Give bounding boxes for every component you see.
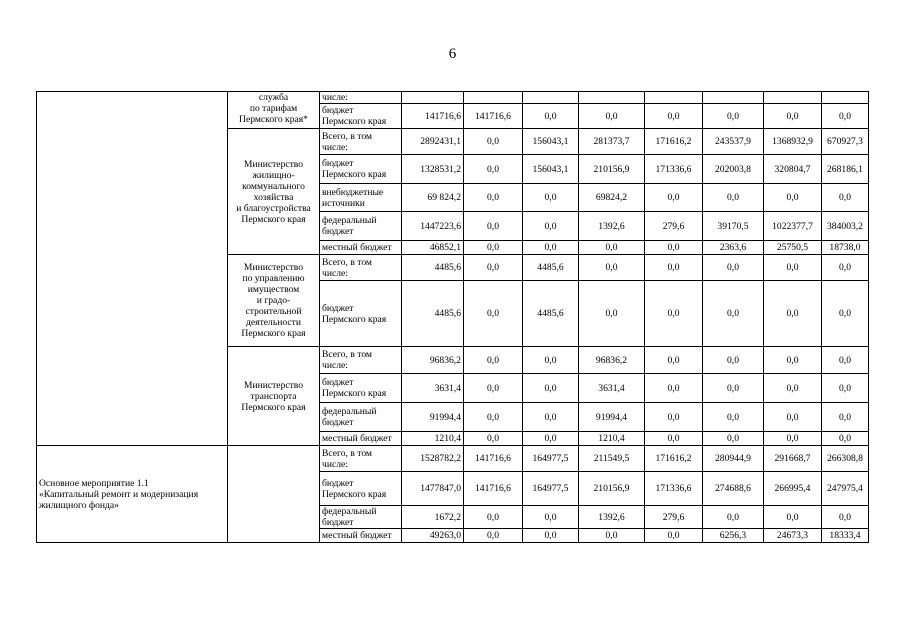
- amount-cell: 202003,8: [703, 155, 764, 184]
- amount-cell: 0,0: [464, 506, 523, 529]
- amount-cell: 0,0: [645, 241, 703, 255]
- amount-cell: 1392,6: [579, 212, 645, 241]
- amount-cell: [645, 92, 703, 104]
- amount-cell: 384003,2: [822, 212, 869, 241]
- amount-cell: 0,0: [464, 255, 523, 281]
- amount-cell: 210156,9: [579, 155, 645, 184]
- amount-cell: 0,0: [822, 255, 869, 281]
- amount-cell: 279,6: [645, 506, 703, 529]
- amount-cell: 210156,9: [579, 472, 645, 506]
- amount-cell: 4485,6: [402, 255, 464, 281]
- funding-source-cell: бюджет Пермского края: [320, 472, 402, 506]
- amount-cell: 1477847,0: [402, 472, 464, 506]
- amount-cell: [822, 92, 869, 104]
- amount-cell: 291668,7: [764, 446, 822, 472]
- funding-source-cell: бюджет Пермского края: [320, 374, 402, 403]
- amount-cell: [703, 92, 764, 104]
- amount-cell: 1210,4: [579, 432, 645, 446]
- amount-cell: 0,0: [523, 104, 579, 129]
- amount-cell: 0,0: [703, 506, 764, 529]
- amount-cell: 156043,1: [523, 129, 579, 155]
- amount-cell: 266308,8: [822, 446, 869, 472]
- funding-source-cell: местный бюджет: [320, 241, 402, 255]
- amount-cell: 0,0: [523, 403, 579, 432]
- amount-cell: 141716,6: [402, 104, 464, 129]
- amount-cell: [579, 92, 645, 104]
- amount-cell: 0,0: [703, 347, 764, 374]
- amount-cell: [464, 92, 523, 104]
- amount-cell: 171336,6: [645, 472, 703, 506]
- amount-cell: 0,0: [523, 432, 579, 446]
- amount-cell: 1528782,2: [402, 446, 464, 472]
- funding-source-cell: Всего, в том числе:: [320, 347, 402, 374]
- funding-source-cell: бюджет Пермского края: [320, 104, 402, 129]
- amount-cell: 4485,6: [523, 281, 579, 347]
- funding-source-cell: внебюджетные источники: [320, 184, 402, 212]
- amount-cell: 0,0: [523, 374, 579, 403]
- amount-cell: 0,0: [822, 506, 869, 529]
- funding-source-cell: бюджет Пермского края: [320, 155, 402, 184]
- amount-cell: 268186,1: [822, 155, 869, 184]
- amount-cell: 0,0: [464, 403, 523, 432]
- funding-source-cell: местный бюджет: [320, 529, 402, 543]
- amount-cell: 0,0: [579, 241, 645, 255]
- amount-cell: 0,0: [464, 155, 523, 184]
- amount-cell: 0,0: [703, 432, 764, 446]
- amount-cell: 0,0: [764, 255, 822, 281]
- amount-cell: 0,0: [579, 529, 645, 543]
- amount-cell: 0,0: [645, 281, 703, 347]
- amount-cell: 0,0: [822, 184, 869, 212]
- table-row: [37, 446, 869, 472]
- amount-cell: 0,0: [645, 347, 703, 374]
- amount-cell: 171616,2: [645, 446, 703, 472]
- amount-cell: 0,0: [703, 403, 764, 432]
- amount-cell: 91994,4: [402, 403, 464, 432]
- amount-cell: 0,0: [523, 506, 579, 529]
- amount-cell: 25750,5: [764, 241, 822, 255]
- amount-cell: 39170,5: [703, 212, 764, 241]
- amount-cell: 141716,6: [464, 104, 523, 129]
- amount-cell: 141716,6: [464, 446, 523, 472]
- funding-source-cell: местный бюджет: [320, 432, 402, 446]
- amount-cell: 0,0: [764, 403, 822, 432]
- amount-cell: 18738,0: [822, 241, 869, 255]
- amount-cell: 2892431,1: [402, 129, 464, 155]
- amount-cell: 0,0: [645, 104, 703, 129]
- funding-source-cell: Всего, в том числе:: [320, 446, 402, 472]
- amount-cell: 141716,6: [464, 472, 523, 506]
- amount-cell: 0,0: [523, 529, 579, 543]
- amount-cell: 0,0: [464, 529, 523, 543]
- amount-cell: 0,0: [703, 281, 764, 347]
- amount-cell: 0,0: [464, 374, 523, 403]
- amount-cell: 4485,6: [402, 281, 464, 347]
- amount-cell: 266995,4: [764, 472, 822, 506]
- amount-cell: 0,0: [579, 255, 645, 281]
- amount-cell: 164977,5: [523, 472, 579, 506]
- amount-cell: 1672,2: [402, 506, 464, 529]
- amount-cell: 96836,2: [402, 347, 464, 374]
- amount-cell: 0,0: [464, 281, 523, 347]
- executor-cell: служба по тарифам Пермского края*: [228, 92, 320, 129]
- amount-cell: 0,0: [645, 184, 703, 212]
- amount-cell: 0,0: [579, 281, 645, 347]
- amount-cell: 0,0: [822, 104, 869, 129]
- funding-source-cell: федеральный бюджет: [320, 403, 402, 432]
- amount-cell: 0,0: [523, 184, 579, 212]
- amount-cell: 0,0: [822, 403, 869, 432]
- amount-cell: 211549,5: [579, 446, 645, 472]
- amount-cell: 0,0: [645, 403, 703, 432]
- amount-cell: 0,0: [822, 374, 869, 403]
- amount-cell: 0,0: [703, 255, 764, 281]
- amount-cell: 0,0: [645, 374, 703, 403]
- amount-cell: 279,6: [645, 212, 703, 241]
- amount-cell: 164977,5: [523, 446, 579, 472]
- amount-cell: 0,0: [645, 529, 703, 543]
- amount-cell: 1210,4: [402, 432, 464, 446]
- page-number: 6: [448, 46, 457, 62]
- measure-cell: Основное мероприятие 1.1 «Капитальный ремонт и модернизация жилищного фонда»: [37, 446, 228, 543]
- amount-cell: 247975,4: [822, 472, 869, 506]
- amount-cell: 274688,6: [703, 472, 764, 506]
- amount-cell: 1392,6: [579, 506, 645, 529]
- amount-cell: 91994,4: [579, 403, 645, 432]
- funding-source-cell: Всего, в том числе:: [320, 255, 402, 281]
- amount-cell: 1368932,9: [764, 129, 822, 155]
- amount-cell: 0,0: [523, 347, 579, 374]
- amount-cell: 320804,7: [764, 155, 822, 184]
- funding-source-cell: федеральный бюджет: [320, 506, 402, 529]
- amount-cell: 0,0: [645, 255, 703, 281]
- amount-cell: 0,0: [579, 104, 645, 129]
- amount-cell: 1328531,2: [402, 155, 464, 184]
- amount-cell: 2363,6: [703, 241, 764, 255]
- amount-cell: 0,0: [464, 212, 523, 241]
- amount-cell: 69824,2: [579, 184, 645, 212]
- executor-cell: Министерство транспорта Пермского края: [228, 347, 320, 446]
- amount-cell: 24673,3: [764, 529, 822, 543]
- amount-cell: 0,0: [822, 281, 869, 347]
- amount-cell: 171336,6: [645, 155, 703, 184]
- executor-cell: Министерство по управлению имуществом и градо- строительной деятельности Пермского края: [228, 255, 320, 347]
- amount-cell: 0,0: [464, 241, 523, 255]
- amount-cell: 0,0: [523, 241, 579, 255]
- amount-cell: 0,0: [764, 184, 822, 212]
- funding-source-cell: федеральный бюджет: [320, 212, 402, 241]
- amount-cell: 281373,7: [579, 129, 645, 155]
- amount-cell: 1022377,7: [764, 212, 822, 241]
- amount-cell: 0,0: [523, 212, 579, 241]
- amount-cell: 46852,1: [402, 241, 464, 255]
- amount-cell: 4485,6: [523, 255, 579, 281]
- amount-cell: 0,0: [703, 184, 764, 212]
- amount-cell: 0,0: [464, 432, 523, 446]
- funding-source-cell: бюджет Пермского края: [320, 281, 402, 347]
- amount-cell: 0,0: [764, 347, 822, 374]
- amount-cell: [764, 92, 822, 104]
- amount-cell: 0,0: [464, 184, 523, 212]
- funding-source-cell: числе:: [320, 92, 402, 104]
- amount-cell: 0,0: [822, 347, 869, 374]
- amount-cell: 171616,2: [645, 129, 703, 155]
- amount-cell: 69 824,2: [402, 184, 464, 212]
- amount-cell: 18333,4: [822, 529, 869, 543]
- amount-cell: 3631,4: [579, 374, 645, 403]
- amount-cell: 0,0: [703, 104, 764, 129]
- budget-table: [36, 91, 869, 543]
- amount-cell: 96836,2: [579, 347, 645, 374]
- amount-cell: 0,0: [822, 432, 869, 446]
- amount-cell: 0,0: [764, 506, 822, 529]
- executor-cell: Министерство жилищно- коммунального хозяйства и благоустройства Пермского края: [228, 129, 320, 255]
- amount-cell: 0,0: [464, 129, 523, 155]
- amount-cell: 0,0: [764, 104, 822, 129]
- amount-cell: 0,0: [764, 374, 822, 403]
- funding-source-cell: Всего, в том числе:: [320, 129, 402, 155]
- amount-cell: 670927,3: [822, 129, 869, 155]
- amount-cell: 280944,9: [703, 446, 764, 472]
- amount-cell: 0,0: [645, 432, 703, 446]
- amount-cell: 49263,0: [402, 529, 464, 543]
- amount-cell: 243537,9: [703, 129, 764, 155]
- amount-cell: 6256,3: [703, 529, 764, 543]
- executor-cell: [228, 446, 320, 543]
- amount-cell: 156043,1: [523, 155, 579, 184]
- amount-cell: [523, 92, 579, 104]
- measure-cell: [37, 92, 228, 446]
- amount-cell: 0,0: [764, 432, 822, 446]
- table-row: [37, 92, 869, 104]
- amount-cell: 0,0: [464, 347, 523, 374]
- amount-cell: 0,0: [764, 281, 822, 347]
- amount-cell: 0,0: [703, 374, 764, 403]
- amount-cell: 1447223,6: [402, 212, 464, 241]
- amount-cell: [402, 92, 464, 104]
- amount-cell: 3631,4: [402, 374, 464, 403]
